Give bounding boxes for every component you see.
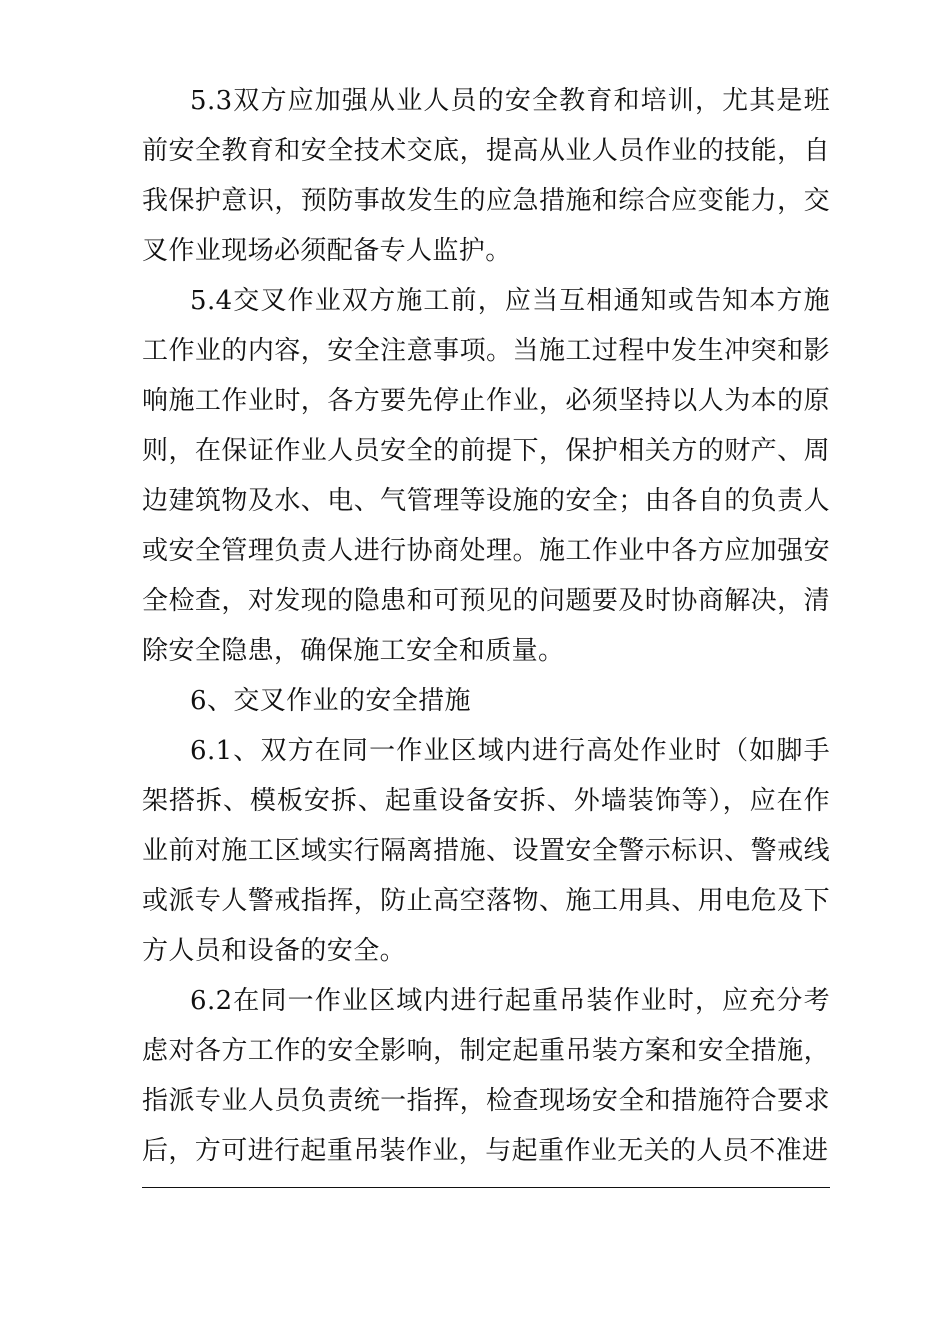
paragraph-5-4: 5.4交叉作业双方施工前，应当互相通知或告知本方施工作业的内容，安全注意事项。当施工过程中发生冲突和影响施工作业时，各方要先停止作业，必须坚持以人为本的原则，在保证作业人员安全的前提下，保护相关方的财产、周边建筑物及水、电、气管理等设施的安全；由各自的负责人或安全管理负责人进行协商处理。施工作业中各方应加强安全检查，对发现的隐患和可预见的问题要及时协商解决，清除安全隐患，确保施工安全和质量。	[142, 286, 830, 666]
paragraph-6-1: 6.1、双方在同一作业区域内进行高处作业时（如脚手架搭拆、模板安拆、起重设备安拆、外墙装饰等），应在作业前对施工区域实行隔离措施、设置安全警示标识、警戒线或派专人警戒指挥，防止高空落物、施工用具、用电危及下方人员和设备的安全。	[142, 736, 830, 966]
section-heading-6: 6、交叉作业的安全措施	[190, 686, 471, 716]
paragraph-6-2: 6.2在同一作业区域内进行起重吊装作业时，应充分考虑对各方工作的安全影响，制定起重吊装方案和安全措施，指派专业人员负责统一指挥，检查现场安全和措施符合要求后，方可进行起重吊装作业，与起重作业无关的人员不准进	[142, 986, 830, 1166]
footer-divider	[142, 1187, 830, 1188]
document-body	[142, 76, 830, 1176]
paragraph-5-3: 5.3双方应加强从业人员的安全教育和培训，尤其是班前安全教育和安全技术交底，提高从业人员作业的技能，自我保护意识，预防事故发生的应急措施和综合应变能力，交叉作业现场必须配备专人监护。	[142, 86, 830, 266]
